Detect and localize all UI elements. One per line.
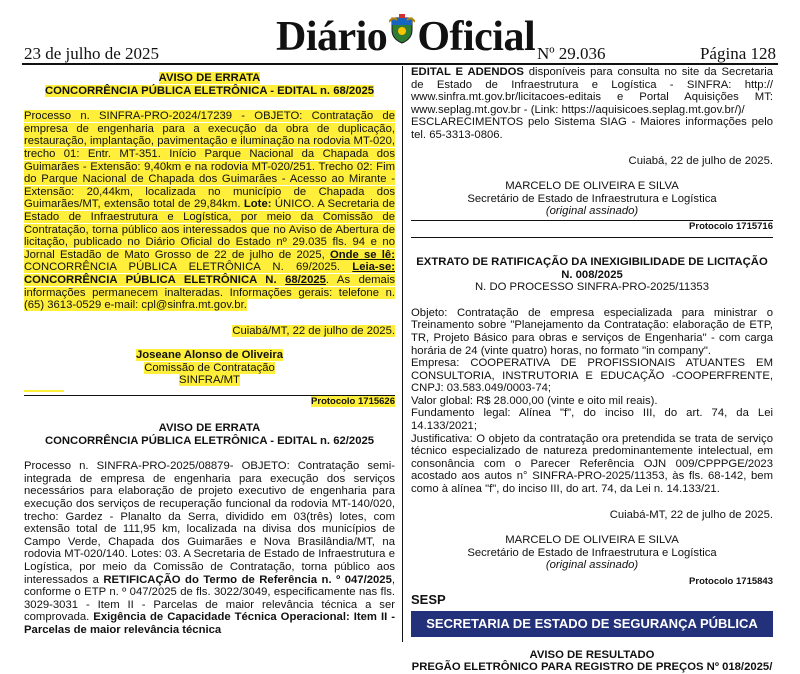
coat-of-arms-icon [389,14,415,44]
place-date [24,325,395,338]
title-part-2: Oficial [417,14,536,60]
body-text-a: Processo n. SINFRA-PRO-2025/08879- OBJETO: Contratação semi-integrada de empresa de engenharia para execução dos serviços necessários para elaboração de projeto executivo de engenharia para execução dos serviços de recuperação funcional da rodovia MT-140/020, trecho: Gardez - Planalto da Serra, dividido em 03(três) lotes, com extensão total de 111,95 km, localizada na divisa dos municípios de Campo Verde, Chapada dos Guimarães e Nova Brasilândia/MT, na rodovia MT-020/140. Lotes: 03. A Secretaria de Estado de Infraestrutura e Logística, por meio da Comissão de Contratação, torna público aos interessados a [24,460,395,586]
errata-notice-62 [24,422,395,637]
notice-title-line-1: AVISO DE ERRATA [158,72,261,84]
column-divider [402,66,403,642]
signed-note: (original assinado) [545,559,639,572]
leia-text: CONCORRÊNCIA PÚBLICA ELETRÔNICA N. [24,273,286,286]
issue-date: 23 de julho de 2025 [24,44,160,63]
exigencia-text: Exigência de Capacidade Técnica Operacional: Item II - Parcelas de maior relevância técnica [24,611,395,636]
place-date: Cuiabá, 22 de julho de 2025. [628,154,773,167]
leia-label: Leia-se: [352,261,395,274]
highlight-mark [24,390,64,392]
notice-title [24,72,395,85]
signer-role: Secretário de Estado de Infraestrutura e Logística [467,192,717,205]
issue-number: Nº 29.036 [537,44,606,63]
body-text-a: Processo n. SINFRA-PRO-2024/17239 - OBJETO: Contratação de empresa de engenharia para a execução da obra de duplicação, restauração, implantação, pavimentação e iluminação na rodovia MT-020, trecho 01: Entr. MT-351. Início Parque Nacional da Chapada dos Guimarães - Extensão: 9,40km e na rodovia MT-020/251. Trecho 02: Fim do Parque Nacional de Chapada dos Guimarães - Acesso ao Mirante - Extensão: 20,44km, localizada no município de Chapada dos Guimarães/MT, extensão total de 29,84km. [24,110,395,211]
notice-body [24,460,395,636]
section-rule [411,237,773,238]
signer-role [24,362,395,375]
notice-subtitle [24,85,395,98]
place-date: Cuiabá-MT, 22 de julho de 2025. [609,508,773,521]
result-title: AVISO DE RESULTADO [529,648,655,661]
masthead [0,0,800,63]
protocol-number: Protocolo 1715843 [689,576,773,587]
body-text-c: CONCORRÊNCIA PÚBLICA ELETRÔNICA N. 69/2025. [24,261,353,274]
extract-process: N. DO PROCESSO SINFRA-PRO-2025/11353 [475,281,709,294]
onde-label: Onde se lê: [329,248,395,261]
retificacao-text: RETIFICAÇÃO do Termo de Referência n. º 047/2025 [103,573,392,586]
signer-name-text: Joseane Alonso de Oliveira [135,349,284,362]
esclarecimentos: ESCLARECIMENTOS pelo Sistema SIAG - Maiores informações pelo tel. 65-3313-0806. [411,116,773,141]
protocol-number: Protocolo 1715716 [689,220,773,232]
extract-empresa: Empresa: COOPERATIVA DE PROFISSIONAIS ATUANTES EM CONSULTORIA, INSTRUTORIA E EDUCAÇÃO -COOPERFRENTE, CNPJ: 03.583.049/0003-74; [411,357,773,395]
notice-body [24,110,395,312]
signer-name: MARCELO DE OLIVEIRA E SILVA [505,180,679,193]
right-column [411,66,773,674]
section-label: SESP [411,592,446,607]
place-date-text: Cuiabá/MT, 22 de julho de 2025. [232,324,395,337]
notice-subtitle: CONCORRÊNCIA PÚBLICA ELETRÔNICA - EDITAL n. 62/2025 [44,434,375,447]
signer-name: MARCELO DE OLIVEIRA E SILVA [505,534,679,547]
pregao-title: PREGÃO ELETRÔNICO PARA REGISTRO DE PREÇOS Nº 018/2025/ [411,661,773,674]
signer-name [24,349,395,362]
leia-number: 68/2025 [285,273,326,286]
edital-label: EDITAL E ADENDOS [411,66,524,78]
extract-fundamento: Fundamento legal: Alínea "f", do inciso III, do art. 74, da Lei 14.133/2021; [411,407,773,433]
extract-objeto: Objeto: Contratação de empresa especializada para ministrar o Treinamento sobre "Planejamento da Contratação: elaboração de ETP, TR, Projeto Básico para obras e serviços de Engenharia" - com carga horária de 24 (vinte quatro) horas, no formato "in company". [411,306,773,357]
extract-title: EXTRATO DE RATIFICAÇÃO DA INEXIGIBILIDADE DE LICITAÇÃO N. 008/2025 [416,255,768,281]
notice-title: AVISO DE ERRATA [158,422,261,435]
edital-text: disponíveis para consulta no site da Secretaria de Estado de Infraestrutura e Logística - SINFRA: http:// www.sinfra.mt.gov.br/licitacoes-editais e Portal Aquisições MT: www.seplag.mt.gov.br - (Link: https://aquisicoes.seplag.mt.gov.br/)/ [411,66,773,116]
page-number: Página 128 [699,44,776,63]
left-column [24,66,395,642]
extract-justificativa: Justificativa: O objeto da contratação ora pretendida se trata de serviço técnico especializado de natureza predominantemente intelectual, em consonância com o Parecer Referência OJN 009/CPPPGE/2023 acostado aos autos n° SINFRA-PRO-2025/11353, às fls. 68-142, bem como à alínea "f", do inciso III, do art. 74, da Lei n. 14.133/21. [411,432,773,496]
protocol-number [24,396,395,408]
lote-label: Lote: [243,198,272,211]
section-banner: SECRETARIA DE ESTADO DE SEGURANÇA PÚBLICA [411,611,773,637]
signer-role-text: Comissão de Contratação [144,361,275,374]
continued-notice [411,66,773,238]
protocol-text: Protocolo 1715626 [311,396,395,408]
signer-org [24,374,395,387]
title-part-1: Diário [276,14,388,60]
body-text-b: ÚNICO. A Secretaria de Estado de Infraestrutura e Logística, por meio da Comissão de Contratação, torna público aos interessados que no Aviso de Abertura de licitação, publicado no Diário Oficial do Estado nº 29.035 fls. 94 e no Jornal Estadão de Mato Grosso de 22 de julho de 2025, [24,198,396,261]
body-text-d: . As demais informações permanecem inalteradas. Informações gerais: telefone n. (65) 3613-0529 e-mail: cpl@sinfra.mt.gov.br. [24,273,395,312]
signed-note: (original assinado) [545,205,639,218]
errata-notice-68 [24,72,395,408]
signer-role: Secretário de Estado de Infraestrutura e Logística [467,546,717,559]
header-rule [22,63,778,65]
edital-paragraph [411,66,773,116]
ratification-extract [411,256,773,588]
extract-valor: Valor global: R$ 28.000,00 (vinte e oito mil reais). [411,394,658,407]
notice-title-line-2: CONCORRÊNCIA PÚBLICA ELETRÔNICA - EDITAL n. 68/2025 [44,84,375,97]
newspaper-title [276,14,535,60]
sesp-section [411,594,773,674]
signer-org-text: SINFRA/MT [179,374,240,387]
body-text-b: , conforme o ETP n. º 047/2025 de fls. 3022/3049, especificamente nas fls. 3029-3031 - Item II - Parcelas de maior relevância técnica a ser comprovada. [24,573,395,624]
